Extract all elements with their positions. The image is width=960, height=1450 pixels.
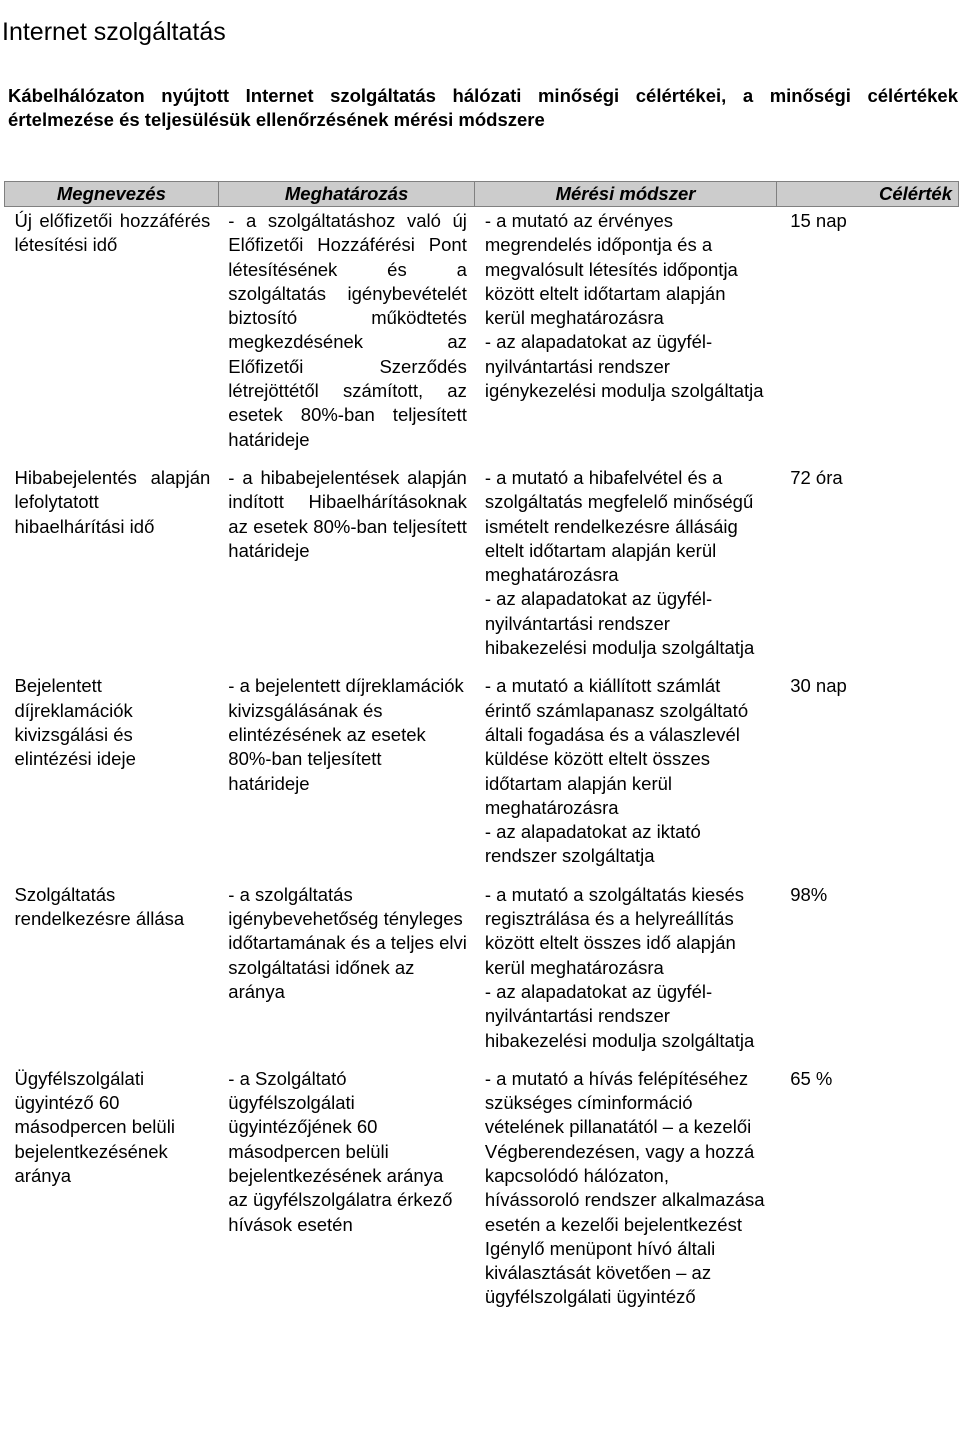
- cell-method: - a mutató a hibafelvétel és a szolgáltatás megfelelő minőségű ismételt rendelkezésre állásáig eltelt időtartam alapján kerül meghatározásra - az alapadatokat az ügyfél-nyilvántartási rendszer hibakezelési modulja szolgáltatja: [484, 466, 755, 659]
- document-title: Internet szolgáltatás: [2, 17, 226, 46]
- table-row: [5, 464, 959, 672]
- cell-definition: - a bejelentett díjreklamációk kivizsgálásának és elintézésének az esetek 80%-ban teljesített határideje: [228, 675, 464, 794]
- cell-definition: - a szolgáltatáshoz való új Előfizetői Hozzáférési Pont létesítésének és a szolgáltatás igénybevételét biztosító működtetés megkezdésének az Előfizetői Szerződés létrejöttétől számított, az esetek 80%-ban teljesített határideje: [228, 210, 467, 450]
- cell-target: 30 nap: [790, 675, 847, 697]
- cell-name: Bejelentett díjreklamációk kivizsgálási és elintézési ideje: [14, 675, 136, 770]
- cell-definition: - a Szolgáltató ügyfélszolgálati ügyintézőjének 60 másodpercen belüli bejelentkezésének aránya az ügyfélszolgálatra érkező hívások esetén: [228, 1067, 453, 1235]
- cell-target: 65 %: [790, 1067, 833, 1089]
- header-target: Célérték: [776, 182, 958, 207]
- document-subtitle: Kábelhálózaton nyújtott Internet szolgáltatás hálózati minőségi célértékei, a minőségi célértékek értelmezése és teljesülésük ellenőrzésének mérési módszere: [8, 85, 958, 130]
- cell-method: - a mutató a szolgáltatás kiesés regisztrálása és a helyreállítás között eltelt összes idő alapján kerül meghatározásra - az alapadatokat az ügyfél-nyilvántartási rendszer hibakezelési modulja szolgáltatja: [484, 883, 755, 1051]
- table-row: [5, 881, 959, 1065]
- table-row: [5, 207, 959, 464]
- cell-method: - a mutató a kiállított számlát érintő számlapanasz szolgáltató általi fogadása és a válaszlevél küldése között eltelt összes időtartam alapján kerül meghatározásra - az alapadatokat az iktató rendszer szolgáltatja: [484, 675, 749, 867]
- header-method: Mérési módszer: [475, 182, 776, 207]
- cell-definition: - a szolgáltatás igénybevehetőség tényleges időtartamának és a teljes elvi szolgáltatási időnek az aránya: [228, 883, 467, 1002]
- cell-definition: - a hibabejelentések alapján indított Hibaelhárításoknak az esetek 80%-ban teljesített határideje: [228, 466, 467, 561]
- cell-target: 72 óra: [790, 466, 843, 488]
- header-name: Megnevezés: [5, 182, 219, 207]
- cell-method: - a mutató az érvényes megrendelés időpontja és a megvalósult létesítés időpontja között eltelt időtartam alapján kerül meghatározásra - az alapadatokat az ügyfél-nyilvántartási rendszer igénykezelési modulja szolgáltatja: [484, 210, 764, 402]
- header-definition: Meghatározás: [218, 182, 475, 207]
- table-row: [5, 672, 959, 880]
- cell-method: - a mutató a hívás felépítéséhez szükséges címinformáció vételének pillanatától – a kezelői Végberendezésen, vagy a hozzá kapcsolódó hálózaton, hívássoroló rendszer alkalmazása esetén a kezelői bejelentkezést Igénylő menüpont hívó általi kiválasztását követően – az ügyfélszolgálati ügyintéző: [484, 1067, 765, 1308]
- cell-name: Hibabejelentés alapján lefolytatott hibaelhárítási idő: [14, 466, 211, 537]
- table-row: [5, 1065, 959, 1322]
- quality-targets-table: [4, 181, 959, 1322]
- cell-target: 98%: [790, 883, 828, 905]
- cell-target: 15 nap: [790, 210, 847, 231]
- cell-name: Szolgáltatás rendelkezésre állása: [14, 883, 185, 930]
- table-header-row: [5, 182, 959, 207]
- cell-name: Új előfizetői hozzáférés létesítési idő: [14, 210, 211, 256]
- cell-name: Ügyfélszolgálati ügyintéző 60 másodpercen belüli bejelentkezésének aránya: [14, 1067, 175, 1186]
